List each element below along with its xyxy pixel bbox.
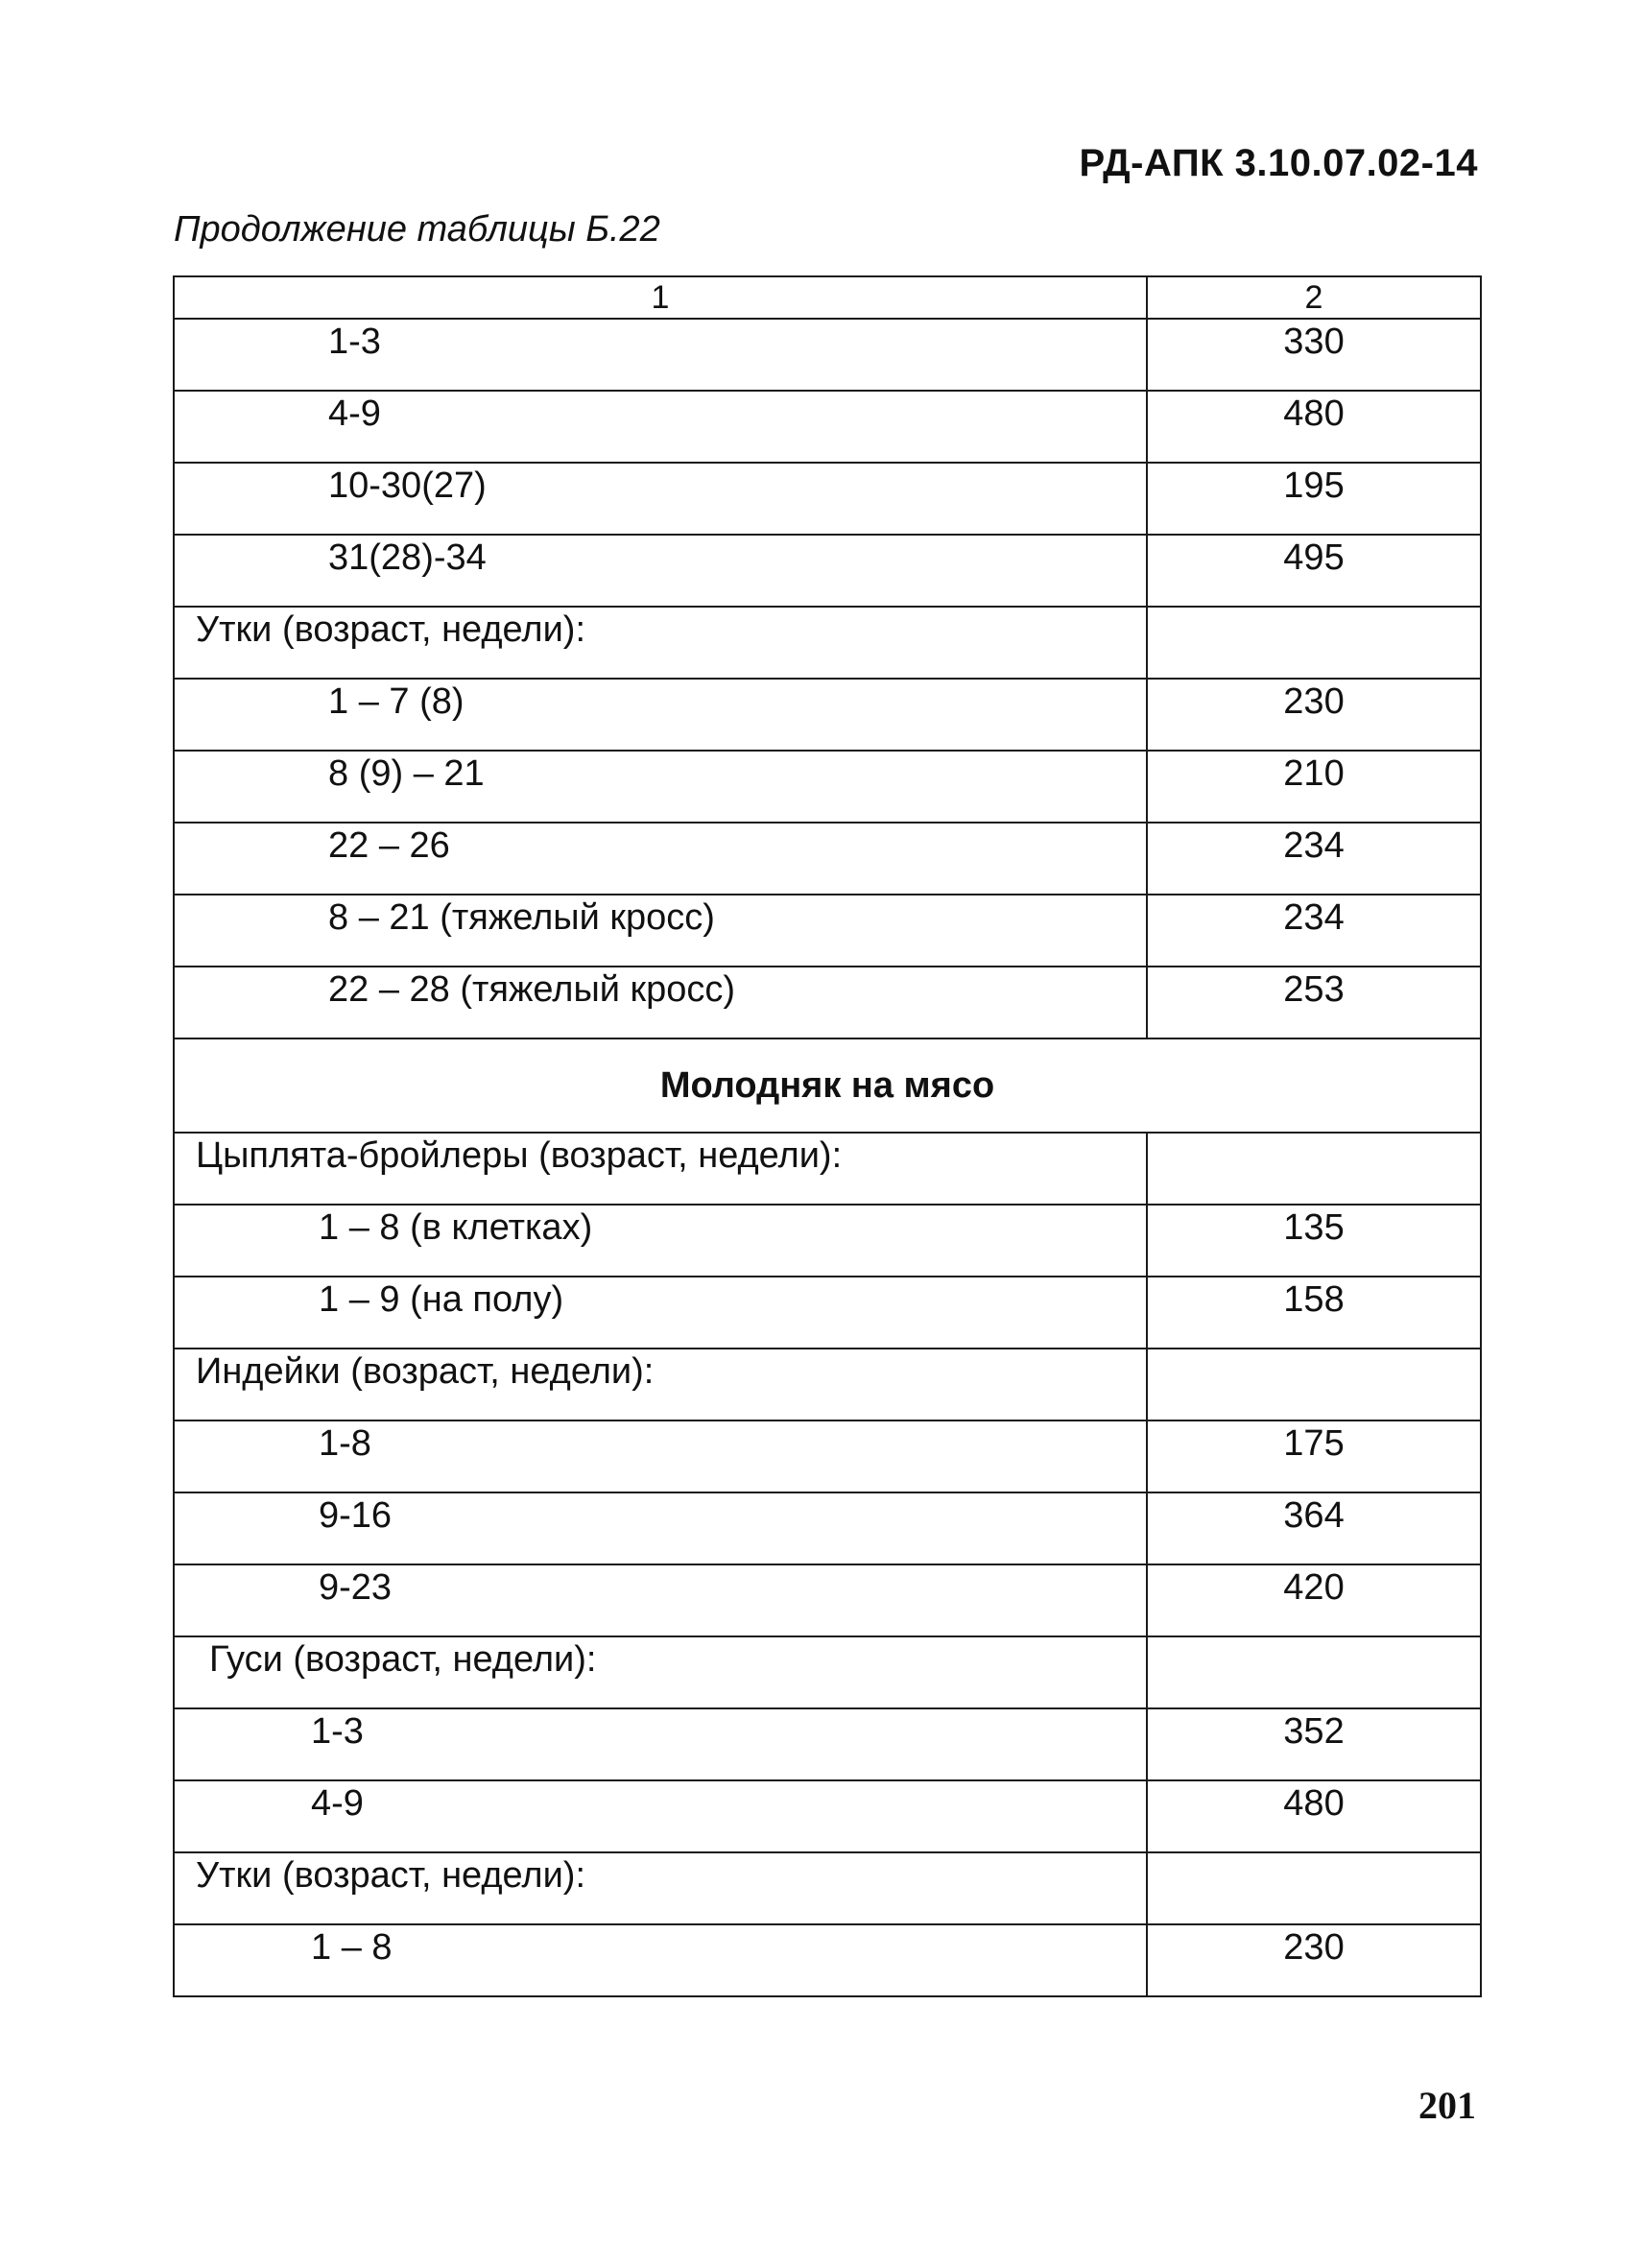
row-label: 1 – 7 (8) <box>174 679 1147 751</box>
table-row <box>174 319 1481 391</box>
row-value: 195 <box>1147 463 1481 535</box>
document-code: РД-АПК 3.10.07.02-14 <box>1079 142 1478 184</box>
row-label: Гуси (возраст, недели): <box>174 1636 1147 1708</box>
table-header-row <box>174 276 1481 319</box>
row-label: 9-16 <box>174 1492 1147 1564</box>
table-row <box>174 1492 1481 1564</box>
header-col-1: 1 <box>174 276 1147 319</box>
row-value: 480 <box>1147 1780 1481 1852</box>
row-label: 22 – 28 (тяжелый кросс) <box>174 967 1147 1039</box>
row-label: 8 – 21 (тяжелый кросс) <box>174 895 1147 967</box>
row-label: 8 (9) – 21 <box>174 751 1147 823</box>
row-label: 1-3 <box>174 1708 1147 1780</box>
row-value <box>1147 607 1481 679</box>
table-row <box>174 751 1481 823</box>
table-row <box>174 1277 1481 1349</box>
row-label: 4-9 <box>174 391 1147 463</box>
row-value: 364 <box>1147 1492 1481 1564</box>
row-value: 175 <box>1147 1420 1481 1492</box>
table-row <box>174 1420 1481 1492</box>
row-label: Индейки (возраст, недели): <box>174 1349 1147 1420</box>
row-label: 1 – 8 (в клетках) <box>174 1205 1147 1277</box>
table-row <box>174 391 1481 463</box>
row-value <box>1147 1133 1481 1205</box>
row-value: 158 <box>1147 1277 1481 1349</box>
section-row <box>174 1039 1481 1133</box>
row-label: Цыплята-бройлеры (возраст, недели): <box>174 1133 1147 1205</box>
table-row <box>174 1133 1481 1205</box>
table-row <box>174 679 1481 751</box>
row-value: 420 <box>1147 1564 1481 1636</box>
row-label: 1-8 <box>174 1420 1147 1492</box>
row-value: 230 <box>1147 679 1481 751</box>
header-col-2: 2 <box>1147 276 1481 319</box>
row-value: 330 <box>1147 319 1481 391</box>
row-label: Утки (возраст, недели): <box>174 1852 1147 1924</box>
row-label: Утки (возраст, недели): <box>174 607 1147 679</box>
row-value: 135 <box>1147 1205 1481 1277</box>
row-value: 234 <box>1147 823 1481 895</box>
row-value: 210 <box>1147 751 1481 823</box>
row-label: 1 – 9 (на полу) <box>174 1277 1147 1349</box>
table-row <box>174 1349 1481 1420</box>
row-value <box>1147 1636 1481 1708</box>
section-heading: Молодняк на мясо <box>174 1039 1481 1133</box>
row-label: 9-23 <box>174 1564 1147 1636</box>
table-row <box>174 823 1481 895</box>
row-label: 31(28)-34 <box>174 535 1147 607</box>
table-row <box>174 535 1481 607</box>
table-row <box>174 1564 1481 1636</box>
table-caption: Продолжение таблицы Б.22 <box>174 209 660 250</box>
row-label: 4-9 <box>174 1780 1147 1852</box>
row-label: 22 – 26 <box>174 823 1147 895</box>
row-label: 1 – 8 <box>174 1924 1147 1996</box>
row-value <box>1147 1852 1481 1924</box>
page-number: 201 <box>1418 2084 1476 2127</box>
table-row <box>174 1205 1481 1277</box>
data-table <box>173 275 1482 1997</box>
row-label: 1-3 <box>174 319 1147 391</box>
table-row <box>174 895 1481 967</box>
table-row <box>174 463 1481 535</box>
table-row <box>174 1924 1481 1996</box>
row-value: 495 <box>1147 535 1481 607</box>
row-value: 230 <box>1147 1924 1481 1996</box>
table-row <box>174 1708 1481 1780</box>
row-value: 253 <box>1147 967 1481 1039</box>
table-row <box>174 607 1481 679</box>
table-row <box>174 1636 1481 1708</box>
table-row <box>174 967 1481 1039</box>
table-row <box>174 1780 1481 1852</box>
table-row <box>174 1852 1481 1924</box>
row-value: 480 <box>1147 391 1481 463</box>
row-value: 352 <box>1147 1708 1481 1780</box>
row-value <box>1147 1349 1481 1420</box>
row-value: 234 <box>1147 895 1481 967</box>
row-label: 10-30(27) <box>174 463 1147 535</box>
